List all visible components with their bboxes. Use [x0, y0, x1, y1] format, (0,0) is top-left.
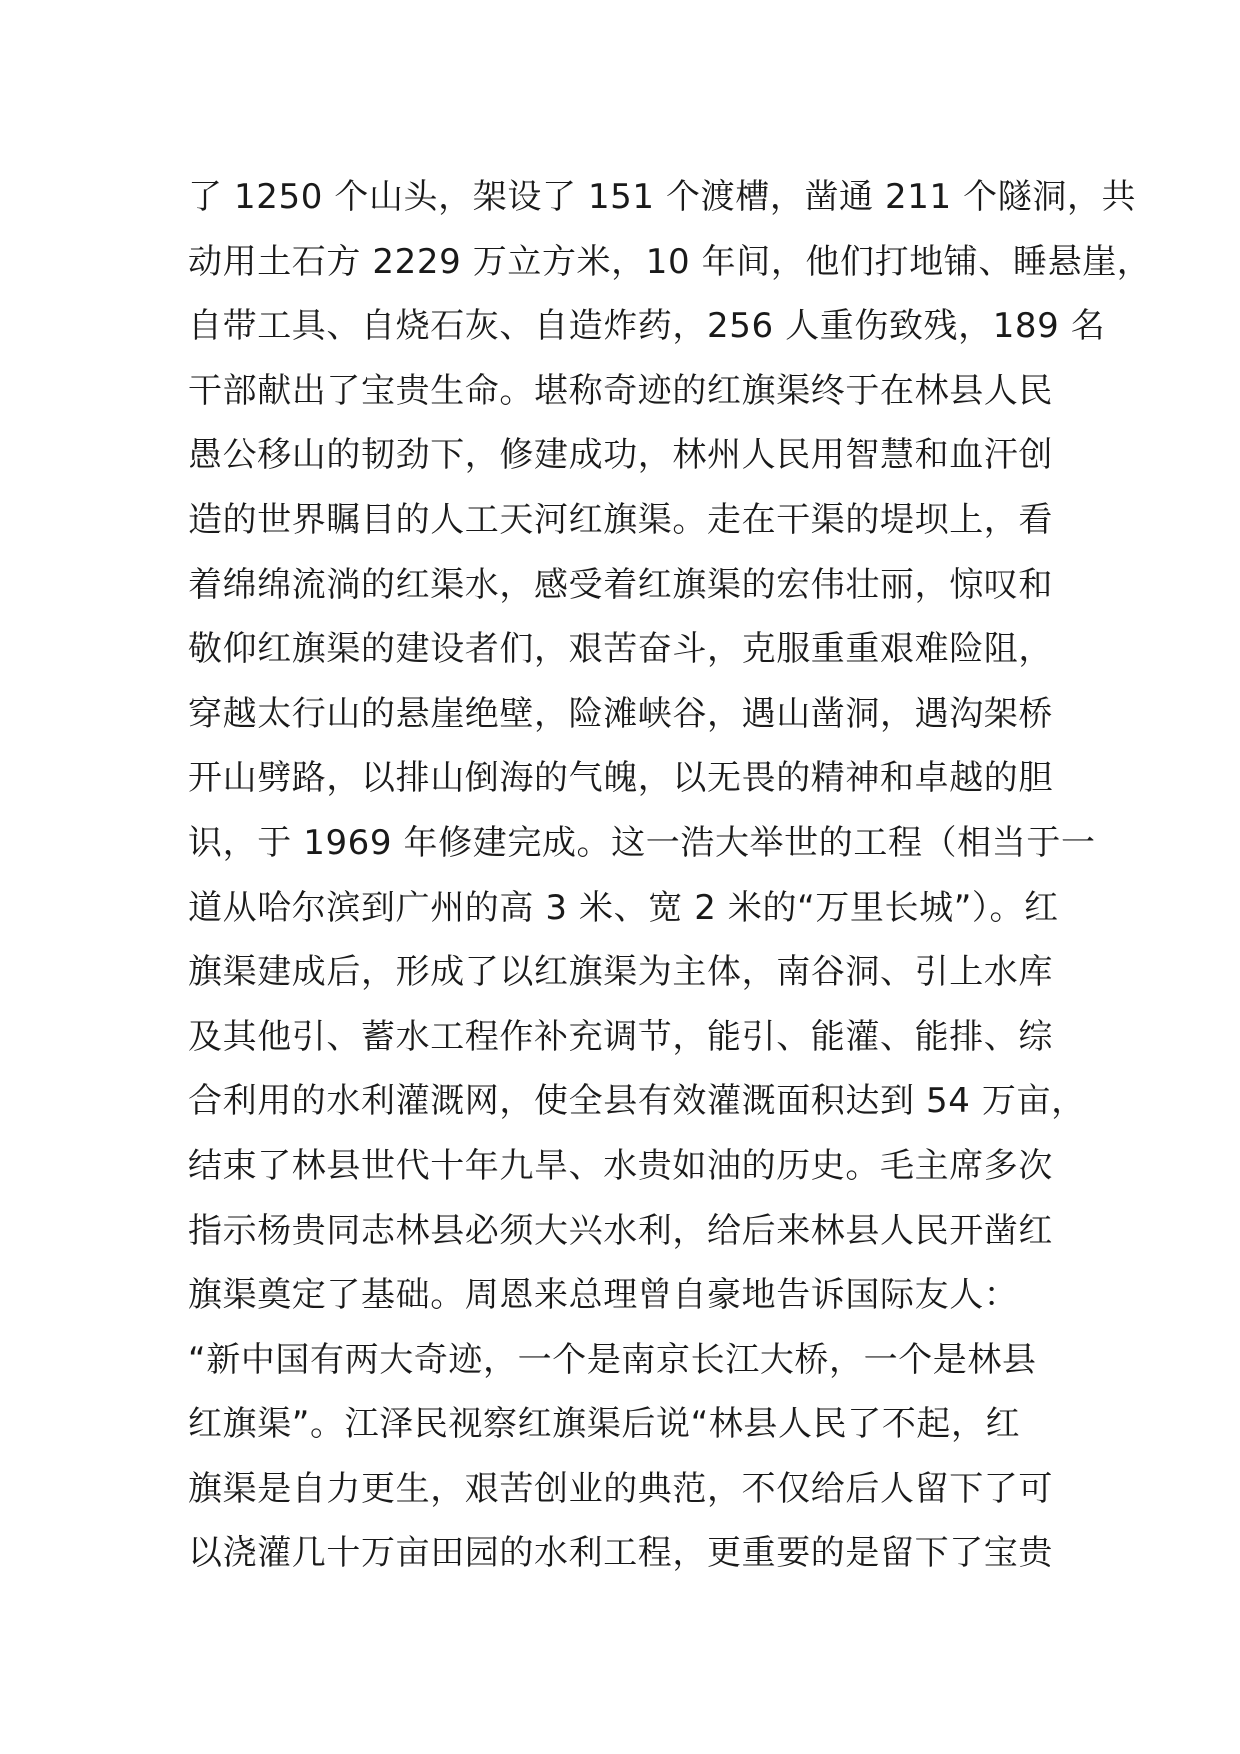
text-line: 穿越太行山的悬崖绝壁，险滩峡谷，遇山凿洞，遇沟架桥: [188, 693, 1053, 734]
text-line: 愚公移山的韧劲下，修建成功，林州人民用智慧和血汗创: [188, 435, 1053, 476]
text-line: 道从哈尔滨到广州的高 3 米、宽 2 米的“万里长城”）。红: [188, 887, 1059, 928]
text-line: 以浇灌几十万亩田园的水利工程，更重要的是留下了宝贵: [188, 1533, 1053, 1574]
text-line: 旗渠是自力更生，艰苦创业的典范，不仅给后人留下了可: [188, 1468, 1053, 1509]
text-line: 干部献出了宝贵生命。堪称奇迹的红旗渠终于在林县人民: [188, 370, 1053, 411]
text-line: 造的世界瞩目的人工天河红旗渠。走在干渠的堤坝上，看: [188, 499, 1053, 540]
text-line: 结束了林县世代十年九旱、水贵如油的历史。毛主席多次: [188, 1145, 1053, 1186]
text-line: 开山劈路，以排山倒海的气魄，以无畏的精神和卓越的胆: [188, 758, 1053, 799]
text-line: 合利用的水利灌溉网，使全县有效灌溉面积达到 54 万亩，: [188, 1081, 1086, 1122]
text-line: 及其他引、蓄水工程作补充调节，能引、能灌、能排、综: [188, 1016, 1053, 1057]
text-line: 敬仰红旗渠的建设者们，艰苦奋斗，克服重重艰难险阻，: [188, 629, 1053, 670]
text-line: 指示杨贵同志林县必须大兴水利，给后来林县人民开凿红: [188, 1210, 1053, 1251]
body-text: [188, 165, 1152, 1586]
text-line: 识，于 1969 年修建完成。这一浩大举世的工程（相当于一: [188, 822, 1096, 863]
text-line: “新中国有两大奇迹，一个是南京长江大桥，一个是林县: [188, 1339, 1037, 1380]
text-line: 自带工具、自烧石灰、自造炸药，256 人重伤致残，189 名: [188, 306, 1106, 347]
text-line: 红旗渠”。江泽民视察红旗渠后说“林县人民了不起，红: [188, 1404, 1021, 1445]
text-line: 了 1250 个山头，架设了 151 个渡槽，凿通 211 个隧洞，共: [188, 177, 1137, 217]
text-line: 旗渠建成后，形成了以红旗渠为主体，南谷洞、引上水库: [188, 952, 1053, 993]
text-line: 旗渠奠定了基础。周恩来总理曾自豪地告诉国际友人：: [188, 1275, 1019, 1316]
text-line: 着绵绵流淌的红渠水，感受着红旗渠的宏伟壮丽，惊叹和: [188, 564, 1053, 605]
text-line: 动用土石方 2229 万立方米，10 年间，他们打地铺、睡悬崖，: [188, 241, 1152, 282]
